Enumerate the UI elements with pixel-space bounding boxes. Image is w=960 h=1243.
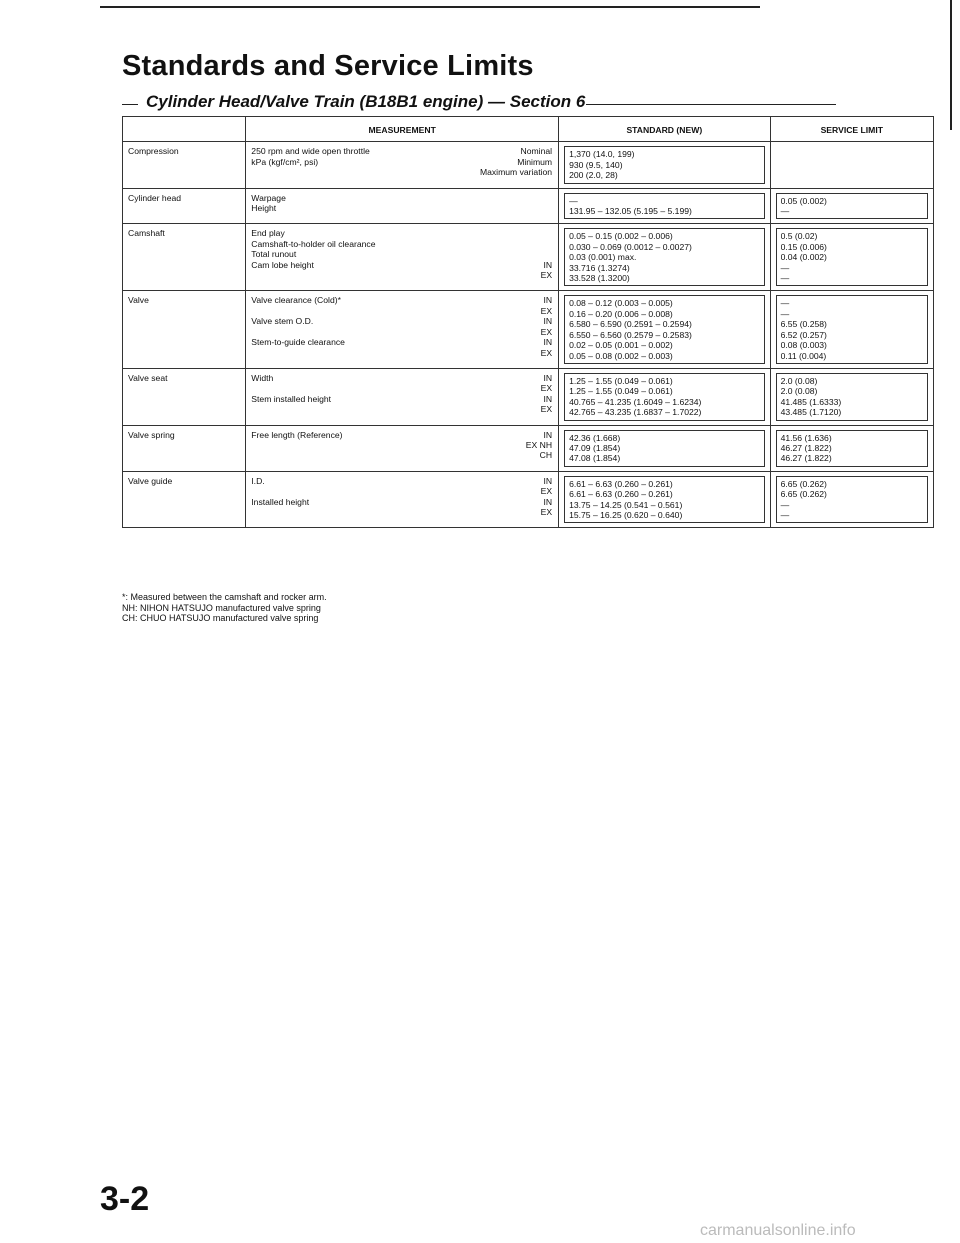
standard-value: 0.05 – 0.08 (0.002 – 0.003)	[569, 350, 673, 361]
measurement-qualifier: CH	[539, 450, 553, 461]
measurement-label: Camshaft-to-holder oil clearance	[251, 238, 376, 249]
measurement-line	[251, 157, 552, 167]
measurement-qualifier	[526, 193, 552, 203]
limit-box	[776, 228, 928, 286]
measurement-qualifier: IN	[543, 316, 553, 327]
spec-table	[122, 116, 934, 528]
table-row	[123, 291, 934, 368]
standard-value: 0.02 – 0.05 (0.001 – 0.002)	[569, 340, 673, 351]
measurement-label: kPa (kgf/cm², psi)	[251, 156, 319, 167]
limit-value: 0.08 (0.003)	[780, 340, 827, 351]
limit-value: 6.65 (0.262)	[780, 489, 827, 500]
limit-value: 41.485 (1.6333)	[780, 396, 842, 407]
standard-value: 0.08 – 0.12 (0.003 – 0.005)	[569, 298, 673, 309]
row-category: Valve	[123, 291, 246, 368]
measurement-qualifier: EX	[540, 270, 553, 281]
measurement-qualifier: IN	[543, 496, 553, 507]
row-limit	[770, 291, 933, 368]
measurement-label: Width	[251, 372, 274, 383]
header-measurement: MEASUREMENT	[246, 117, 559, 142]
row-limit	[770, 471, 933, 528]
standard-value: 0.16 – 0.20 (0.006 – 0.008)	[569, 308, 673, 319]
limit-value: 6.65 (0.262)	[780, 478, 827, 489]
standard-value: 0.05 – 0.15 (0.002 – 0.006)	[569, 231, 673, 242]
measurement-line	[251, 404, 552, 414]
section-rule-left	[122, 104, 138, 105]
measurement-qualifier: EX	[540, 326, 553, 337]
header-standard: STANDARD (NEW)	[559, 117, 771, 142]
row-limit	[770, 425, 933, 471]
limit-value: —	[780, 509, 790, 520]
standard-value: 42.36 (1.668)	[569, 432, 621, 443]
row-standard	[559, 188, 771, 224]
row-limit	[770, 188, 933, 224]
row-measurement	[246, 224, 559, 291]
row-measurement	[246, 368, 559, 425]
measurement-line	[251, 440, 552, 450]
header-category	[123, 117, 246, 142]
limit-value: 0.11 (0.004)	[780, 350, 827, 361]
table-row	[123, 224, 934, 291]
measurement-qualifier: IN	[543, 337, 553, 348]
limit-value: 6.55 (0.258)	[780, 319, 827, 330]
section-subtitle: Cylinder Head/Valve Train (B18B1 engine) — Section 6	[146, 92, 586, 111]
measurement-qualifier: EX	[540, 404, 553, 415]
limit-value: 46.27 (1.822)	[780, 442, 832, 453]
measurement-qualifier: EX	[540, 506, 553, 517]
standard-box	[564, 476, 765, 524]
limit-value: —	[780, 499, 790, 510]
row-standard	[559, 368, 771, 425]
standard-value: 0.03 (0.001) max.	[569, 252, 637, 263]
footnote-ch: CH: CHUO HATSUJO manufactured valve spring	[122, 613, 319, 623]
row-measurement	[246, 291, 559, 368]
standard-box	[564, 193, 765, 220]
measurement-line	[251, 497, 552, 507]
measurement-label: 250 rpm and wide open throttle	[251, 146, 370, 157]
measurement-line	[251, 327, 552, 337]
table-row	[123, 188, 934, 224]
row-standard	[559, 471, 771, 528]
row-category: Valve seat	[123, 368, 246, 425]
top-rule	[100, 6, 760, 8]
footnotes	[122, 592, 327, 624]
measurement-line	[251, 348, 552, 358]
page-edge-rule	[950, 0, 952, 130]
limit-value: 0.15 (0.006)	[780, 241, 827, 252]
standard-value: 1.25 – 1.55 (0.049 – 0.061)	[569, 386, 673, 397]
standard-value: —	[569, 195, 578, 206]
measurement-qualifier	[526, 239, 552, 249]
limit-box	[776, 295, 928, 363]
measurement-label: Height	[251, 203, 277, 214]
standard-box	[564, 146, 765, 183]
standard-value: 200 (2.0, 28)	[569, 170, 618, 181]
standard-box	[564, 430, 765, 467]
measurement-label: Free length (Reference)	[251, 429, 343, 440]
limit-value: —	[780, 206, 790, 217]
standard-box	[564, 295, 765, 363]
limit-value: —	[780, 298, 790, 309]
measurement-qualifier: IN	[543, 429, 553, 440]
measurement-line	[251, 450, 552, 460]
measurement-line	[251, 316, 552, 326]
standard-value: 0.030 – 0.069 (0.0012 – 0.0027)	[569, 241, 692, 252]
measurement-line	[251, 394, 552, 404]
row-measurement	[246, 425, 559, 471]
measurement-line	[251, 507, 552, 517]
measurement-qualifier: EX NH	[525, 439, 553, 450]
measurement-line	[251, 193, 552, 203]
measurement-qualifier: EX	[540, 383, 553, 394]
limit-value: 2.0 (0.08)	[780, 375, 818, 386]
spec-table-body	[123, 142, 934, 528]
limit-value: 46.27 (1.822)	[780, 453, 832, 464]
row-limit	[770, 142, 933, 188]
row-measurement	[246, 188, 559, 224]
measurement-label: Valve clearance (Cold)*	[251, 295, 341, 306]
measurement-label: Installed height	[251, 496, 310, 507]
measurement-line	[251, 430, 552, 440]
standard-value: 6.580 – 6.590 (0.2591 – 0.2594)	[569, 319, 692, 330]
limit-box	[776, 373, 928, 421]
measurement-line	[251, 260, 552, 270]
measurement-qualifier: Nominal	[520, 146, 553, 157]
measurement-line	[251, 383, 552, 393]
measurement-qualifier: IN	[543, 393, 553, 404]
standard-value: 131.95 – 132.05 (5.195 – 5.199)	[569, 206, 692, 217]
measurement-line	[251, 373, 552, 383]
measurement-line	[251, 203, 552, 213]
header-limit: SERVICE LIMIT	[770, 117, 933, 142]
limit-value: —	[780, 273, 790, 284]
measurement-qualifier: EX	[540, 305, 553, 316]
table-row	[123, 142, 934, 188]
row-standard	[559, 425, 771, 471]
measurement-line	[251, 270, 552, 280]
limit-box	[776, 193, 928, 220]
standard-value: 6.550 – 6.560 (0.2579 – 0.2583)	[569, 329, 692, 340]
limit-box	[776, 476, 928, 524]
measurement-qualifier	[526, 228, 552, 238]
measurement-qualifier: Maximum variation	[479, 167, 553, 178]
row-standard	[559, 142, 771, 188]
measurement-qualifier	[526, 203, 552, 213]
measurement-label: I.D.	[251, 475, 265, 486]
page-number: 3-2	[100, 1180, 150, 1218]
limit-value: 0.5 (0.02)	[780, 231, 818, 242]
standard-value: 33.528 (1.3200)	[569, 273, 630, 284]
measurement-qualifier: EX	[540, 347, 553, 358]
measurement-label: Total runout	[251, 249, 297, 260]
table-header-row	[123, 117, 934, 142]
page-title: Standards and Service Limits	[122, 50, 534, 82]
standard-value: 47.09 (1.854)	[569, 442, 621, 453]
standard-value: 40.765 – 41.235 (1.6049 – 1.6234)	[569, 396, 702, 407]
limit-value: 0.05 (0.002)	[780, 195, 827, 206]
row-standard	[559, 224, 771, 291]
measurement-label: Stem-to-guide clearance	[251, 337, 345, 348]
measurement-label: Valve stem O.D.	[251, 316, 314, 327]
standard-box	[564, 373, 765, 421]
measurement-line	[251, 476, 552, 486]
measurement-line	[251, 167, 552, 177]
measurement-label: End play	[251, 228, 285, 239]
limit-value: 43.485 (1.7120)	[780, 407, 842, 418]
standard-value: 15.75 – 16.25 (0.620 – 0.640)	[569, 509, 683, 520]
row-limit	[770, 224, 933, 291]
row-category: Valve spring	[123, 425, 246, 471]
standard-value: 1,370 (14.0, 199)	[569, 149, 635, 160]
row-category: Camshaft	[123, 224, 246, 291]
limit-value: —	[780, 262, 790, 273]
limit-value: 41.56 (1.636)	[780, 432, 832, 443]
measurement-line	[251, 249, 552, 259]
standard-value: 33.716 (1.3274)	[569, 262, 630, 273]
row-category: Compression	[123, 142, 246, 188]
measurement-qualifier: IN	[543, 259, 553, 270]
table-row	[123, 425, 934, 471]
measurement-qualifier: EX	[540, 486, 553, 497]
measurement-label: Warpage	[251, 192, 286, 203]
measurement-label: Stem installed height	[251, 393, 332, 404]
standard-value: 6.61 – 6.63 (0.260 – 0.261)	[569, 489, 673, 500]
limit-value: 2.0 (0.08)	[780, 386, 818, 397]
row-category: Valve guide	[123, 471, 246, 528]
standard-value: 930 (9.5, 140)	[569, 159, 623, 170]
limit-value: 0.04 (0.002)	[780, 252, 827, 263]
measurement-label: Cam lobe height	[251, 259, 314, 270]
measurement-line	[251, 486, 552, 496]
row-measurement	[246, 142, 559, 188]
limit-value: —	[780, 308, 790, 319]
table-row	[123, 471, 934, 528]
standard-value: 47.08 (1.854)	[569, 453, 621, 464]
measurement-line	[251, 337, 552, 347]
standard-value: 6.61 – 6.63 (0.260 – 0.261)	[569, 478, 673, 489]
row-standard	[559, 291, 771, 368]
measurement-line	[251, 146, 552, 156]
table-row	[123, 368, 934, 425]
measurement-qualifier: Minimum	[517, 156, 553, 167]
measurement-line	[251, 239, 552, 249]
measurement-qualifier	[526, 249, 552, 259]
limit-value: 6.52 (0.257)	[780, 329, 827, 340]
measurement-line	[251, 306, 552, 316]
section-rule-right	[586, 104, 836, 105]
standard-box	[564, 228, 765, 286]
row-measurement	[246, 471, 559, 528]
standard-value: 42.765 – 43.235 (1.6837 – 1.7022)	[569, 407, 702, 418]
measurement-qualifier: IN	[543, 372, 553, 383]
row-category: Cylinder head	[123, 188, 246, 224]
footnote-asterisk: *: Measured between the camshaft and rocker arm.	[122, 592, 327, 602]
footnote-nh: NH: NIHON HATSUJO manufactured valve spring	[122, 602, 321, 613]
standard-value: 13.75 – 14.25 (0.541 – 0.561)	[569, 499, 683, 510]
measurement-qualifier: IN	[543, 295, 553, 306]
measurement-line	[251, 295, 552, 305]
limit-box	[776, 430, 928, 467]
standard-value: 1.25 – 1.55 (0.049 – 0.061)	[569, 375, 673, 386]
measurement-line	[251, 228, 552, 238]
watermark: carmanualsonline.info	[700, 1222, 856, 1239]
measurement-qualifier: IN	[543, 475, 553, 486]
row-limit	[770, 368, 933, 425]
